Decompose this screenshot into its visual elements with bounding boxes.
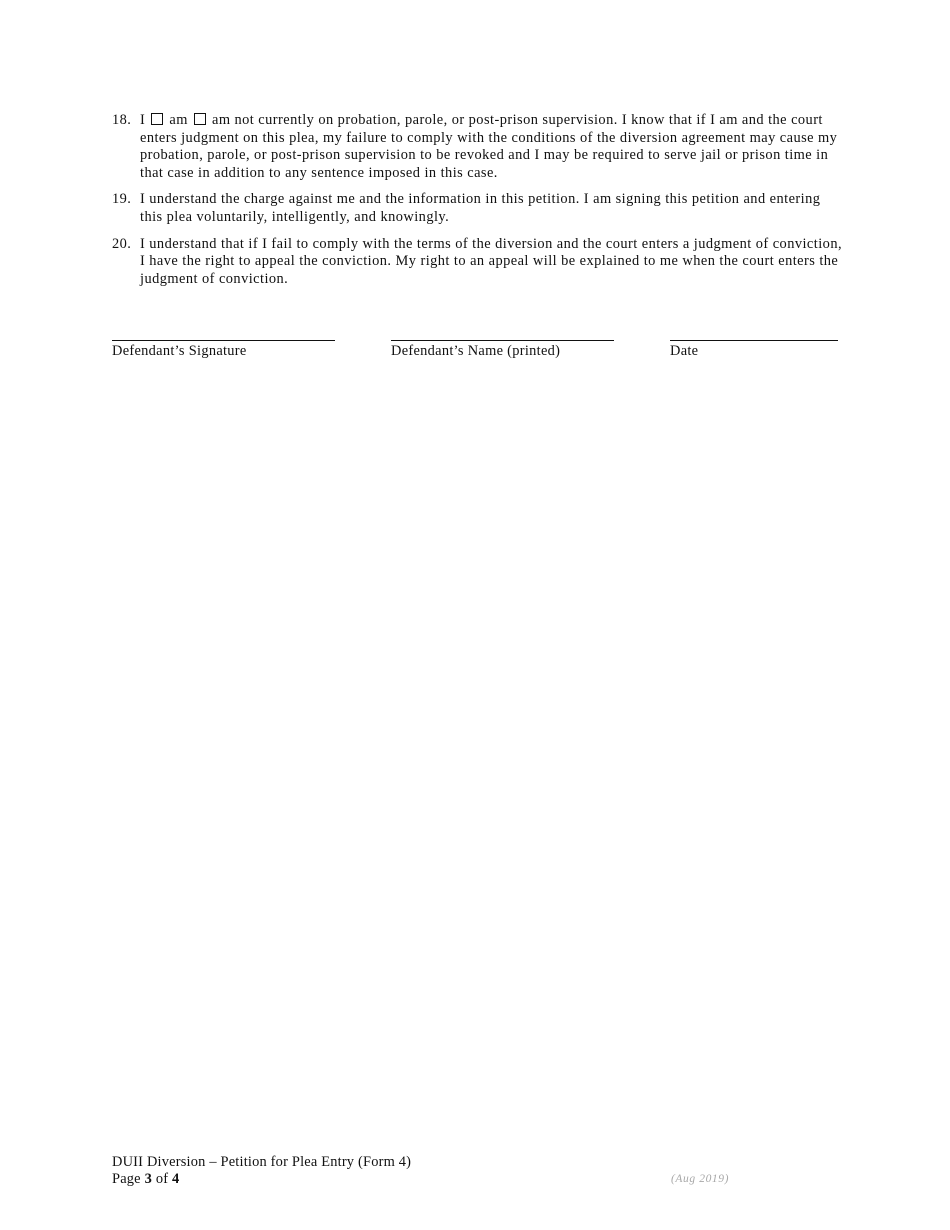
am-not-checkbox[interactable] <box>194 113 206 125</box>
date-field[interactable] <box>670 340 838 360</box>
signature-field[interactable] <box>112 340 335 360</box>
statement-text: I understand that if I fail to comply with the terms of the diversion and the court enters a judgment of conviction, I have the right to appeal the conviction. My right to an appeal will be explained to me when the court enters the judgment of conviction. <box>140 235 843 287</box>
signature-line <box>112 340 335 341</box>
statements-list <box>112 112 842 297</box>
date-label: Date <box>670 343 699 359</box>
statement-20 <box>112 236 842 289</box>
date-line <box>670 340 838 341</box>
current-page: 3 <box>144 1171 152 1187</box>
signature-block <box>112 340 842 370</box>
statement-text: I understand the charge against me and the information in this petition. I am signing this petition and entering this plea voluntarily, intelligently, and knowingly. <box>140 191 821 225</box>
statement-number: 18. <box>112 112 132 128</box>
statement-18 <box>112 112 842 182</box>
printed-name-line <box>391 340 614 341</box>
signature-label: Defendant’s Signature <box>112 343 247 359</box>
printed-name-field[interactable] <box>391 340 614 360</box>
statement-number: 19. <box>112 191 132 208</box>
statement-19 <box>112 191 842 226</box>
statement-number: 20. <box>112 235 132 252</box>
page-footer <box>112 1154 411 1188</box>
revision-date: (Aug 2019) <box>671 1173 730 1185</box>
page-number: Page 3 of 4 <box>112 1171 180 1187</box>
statement-text: am not currently on probation, parole, or post-prison supervision. I know that if I am and the court enters judgment on this plea, my failure to comply with the conditions of the diversion agreement may cause my probation, parole, or post-prison supervision to be revoked and I may be required to serve jail or prison time in that case in addition to any sentence imposed in this case. <box>140 112 838 181</box>
form-title: DUII Diversion – Petition for Plea Entry (Form 4) <box>112 1154 412 1170</box>
am-checkbox[interactable] <box>151 113 163 125</box>
total-pages: 4 <box>172 1171 180 1187</box>
printed-name-label: Defendant’s Name (printed) <box>391 343 561 359</box>
statement-text-am: am <box>169 112 188 128</box>
statement-text-start: I <box>140 112 146 128</box>
